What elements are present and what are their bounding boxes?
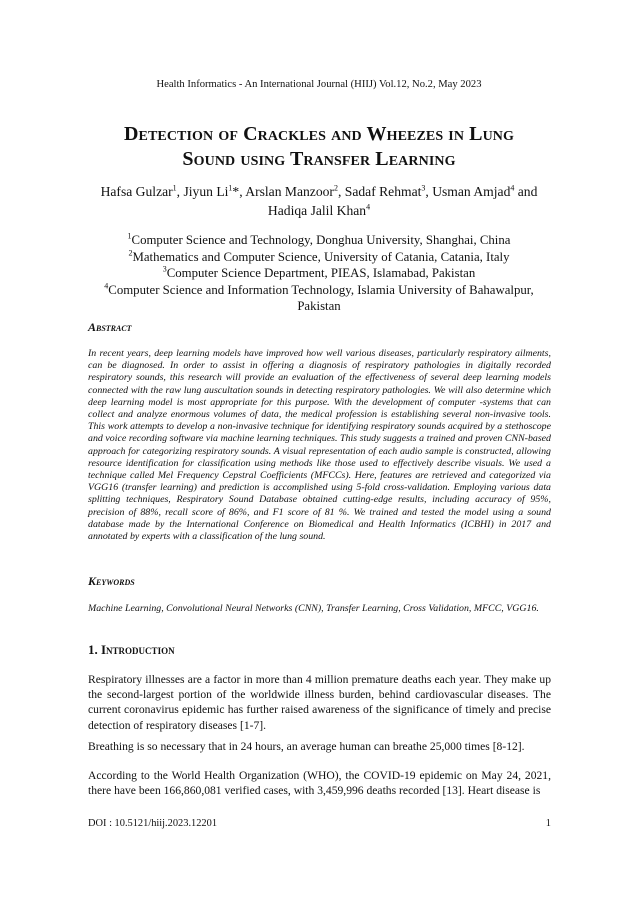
affiliation-text: Computer Science and Technology, Donghua University, Shanghai, China — [131, 233, 511, 247]
affiliation-item — [84, 282, 554, 315]
keywords-heading: Keywords — [88, 574, 135, 588]
author-name: , Usman Amjad — [425, 184, 511, 199]
author-affil-mark: 1 — [228, 183, 233, 193]
affiliation-list — [84, 232, 554, 315]
author-name: Hafsa Gulzar — [100, 184, 173, 199]
title-line-1: Detection of Crackles and Wheezes in Lung — [123, 123, 515, 145]
footer-doi: DOI : 10.5121/hiij.2023.12201 — [88, 818, 218, 829]
affiliation-item — [84, 249, 554, 266]
affiliation-mark: 3 — [162, 264, 167, 274]
abstract-heading: Abstract — [88, 320, 132, 334]
paper-title — [60, 122, 578, 172]
affiliation-item — [84, 265, 554, 282]
affiliation-mark: 4 — [104, 281, 109, 291]
author-line-1 — [70, 182, 568, 201]
introduction-heading: 1. Introduction — [88, 642, 175, 657]
keywords-body: Machine Learning, Convolutional Neural Networks (CNN), Transfer Learning, Cross Validation, MFCC, VGG16. — [88, 603, 539, 614]
author-name: *, Arslan Manzoor — [232, 184, 334, 199]
author-name: Hadiqa Jalil Khan — [267, 203, 367, 218]
intro-paragraph-1: Respiratory illnesses are a factor in more than 4 million premature deaths each year. They make up the second-largest portion of the worldwide illness burden, behind cardiovascular diseases. The current coronavirus epidemic has further raised awareness of the significance of timely and precise detection of respiratory diseases [1-7]. — [88, 673, 551, 732]
author-affil-mark: 4 — [510, 183, 515, 193]
page-number: 1 — [545, 818, 551, 829]
title-line-2: Sound using Transfer Learning — [182, 148, 456, 170]
affiliation-item — [84, 232, 554, 249]
affiliation-text: Computer Science Department, PIEAS, Islamabad, Pakistan — [166, 266, 476, 281]
author-conjunction: and — [514, 184, 538, 199]
intro-paragraph-3: According to the World Health Organization (WHO), the COVID-19 epidemic on May 24, 2021, there have been 166,860,081 verified cases, with 3,459,996 deaths recorded [13]. Heart disease is — [88, 769, 551, 798]
author-line-2 — [70, 201, 568, 220]
affiliation-text: Mathematics and Computer Science, University of Catania, Catania, Italy — [132, 249, 510, 264]
affiliation-mark: 2 — [128, 248, 133, 258]
author-affil-mark: 2 — [333, 183, 338, 193]
journal-header: Health Informatics - An International Journal (HIIJ) Vol.12, No.2, May 2023 — [156, 79, 482, 90]
author-affil-mark: 4 — [366, 202, 371, 212]
author-affil-mark: 1 — [172, 183, 177, 193]
abstract-body: In recent years, deep learning models have improved how well various diseases, particularly respiratory ailments, can be diagnosed. In order to assist in offering a diagnosis of respiratory pathologies in digitally recorded respiratory sounds, this research will provide an evaluation of the effectiveness of several deep learning models connected with the raw lung auscultation sounds in detecting respiratory pathologies. We will also determine which deep learning model is most appropriate for this purpose. With the development of computer -systems that can collect and analyze enormous volumes of data, the medical profession is establishing several non-invasive tools. This work attempts to develop a non-invasive technique for identifying respiratory sounds acquired by a stethoscope and voice recording software via machine learning techniques. This study suggests a trained and proven CNN-based approach for categorizing respiratory sounds. A visual representation of each audio sample is constructed, allowing resource identification for classification using methods like those used to effectively describe visuals. We used a technique called Mel Frequency Cepstral Coefficients (MFCCs). Here, features are retrieved and categorized via VGG16 (transfer learning) and prediction is accomplished using 5-fold cross-validation. Employing various data splitting techniques, Respiratory Sound Database obtained cutting-edge results, including accuracy of 95%, precision of 88%, recall score of 86%, and F1 score of 81 %. We trained and tested the model using a sound database made by the International Conference on Biomedical and Health Informatics (ICBHI) in 2017 and annotated by experts with a classification of the lung sound. — [88, 348, 551, 543]
author-list — [70, 182, 568, 220]
author-affil-mark: 3 — [421, 183, 426, 193]
affiliation-text: Computer Science and Information Technology, Islamia University of Bahawalpur, Pakistan — [108, 282, 534, 314]
author-name: , Sadaf Rehmat — [337, 184, 422, 199]
affiliation-mark: 1 — [127, 231, 132, 241]
intro-paragraph-2: Breathing is so necessary that in 24 hours, an average human can breathe 25,000 times [8-12]. — [88, 740, 525, 753]
author-name: , Jiyun Li — [176, 184, 229, 199]
